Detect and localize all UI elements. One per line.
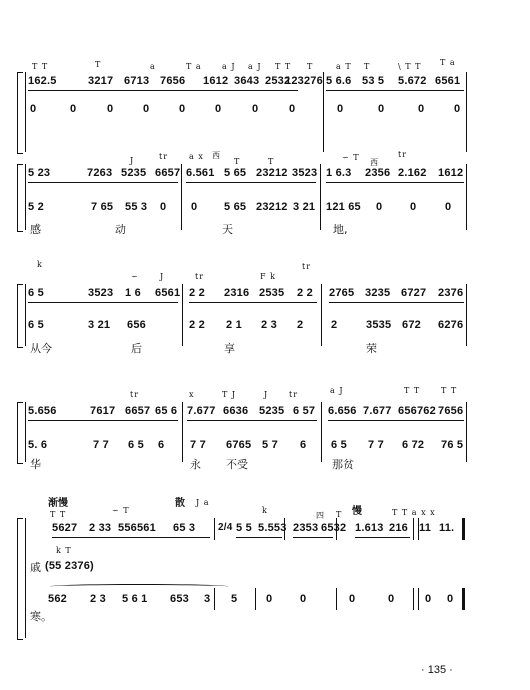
note-group: 6636 — [223, 405, 249, 417]
note-group: 6713 — [124, 75, 150, 87]
note: 55 3 — [125, 201, 148, 213]
ornament-mark: tr — [159, 152, 169, 161]
ornament-mark: T T — [32, 62, 49, 71]
ornament-mark: J — [160, 272, 165, 281]
barline — [323, 72, 324, 152]
note-group: 123276 — [285, 75, 323, 87]
note: 0 — [215, 103, 222, 115]
note: 7 65 — [91, 201, 114, 213]
barline — [321, 284, 322, 346]
barline — [25, 164, 26, 230]
note: 0 — [289, 103, 296, 115]
note-group: 11 — [419, 522, 432, 534]
note: 0 — [160, 201, 167, 213]
note: 76 5 — [441, 439, 464, 451]
note-group: 7263 — [87, 167, 113, 179]
note: 6276 — [438, 319, 464, 331]
note: 7 7 — [190, 439, 206, 451]
note-group: 23212 — [256, 167, 288, 179]
note-group: 11. — [439, 522, 455, 534]
barline — [255, 588, 256, 610]
slur-line — [50, 584, 228, 589]
note: 6765 — [226, 439, 252, 451]
barline — [466, 284, 467, 346]
ornament-mark: T — [364, 62, 371, 71]
note-group: 7656 — [438, 405, 464, 417]
note: 672 — [402, 319, 421, 331]
ornament-mark: 四 — [316, 511, 325, 520]
note: 2 3 — [261, 319, 277, 331]
barline — [413, 588, 419, 610]
final-barline — [462, 588, 465, 610]
note-group: 7.677 — [187, 405, 216, 417]
note-group: 5 5 — [236, 522, 252, 534]
beam-line — [52, 537, 210, 538]
ornament-mark: T — [95, 60, 102, 69]
barline — [320, 164, 321, 230]
lyric: 动 — [115, 223, 126, 236]
note-group: 7.677 — [363, 405, 392, 417]
note: 0 — [252, 103, 259, 115]
note: 6 — [300, 439, 307, 451]
barline — [25, 518, 26, 638]
note: 0 — [349, 593, 356, 605]
note: 0 — [337, 103, 344, 115]
system-bracket — [17, 402, 23, 464]
note-group: 2353 — [293, 522, 319, 534]
note-group: 65 3 — [173, 522, 196, 534]
lyric: 永 — [190, 458, 201, 471]
ornament-mark: T T — [275, 62, 292, 71]
note-group: 7656 — [160, 75, 186, 87]
note: 0 — [410, 201, 417, 213]
barline — [25, 72, 26, 152]
lyric: 享 — [224, 342, 235, 355]
barline — [336, 588, 337, 610]
note-group: 5 23 — [28, 167, 51, 179]
beam-line — [326, 90, 464, 91]
ornament-mark: k — [37, 260, 43, 269]
note-group: 3523 — [88, 287, 114, 299]
lyric: 感 — [30, 223, 41, 236]
note-group: 2.162 — [398, 167, 427, 179]
lyric: 寒。 — [30, 610, 52, 623]
note: 562 — [48, 593, 67, 605]
beam-line — [28, 90, 298, 91]
note-group: 3217 — [88, 75, 114, 87]
barline — [25, 284, 26, 346]
note-group: 3643 — [234, 75, 260, 87]
note: 653 — [170, 593, 189, 605]
note: 2 3 — [90, 593, 106, 605]
beam-line — [186, 182, 316, 183]
barline — [466, 72, 467, 152]
note-group: 2 2 — [297, 287, 313, 299]
note: 6 — [158, 439, 165, 451]
system-bracket — [17, 164, 23, 232]
ornament-mark: tr — [302, 262, 312, 271]
beam-line — [329, 302, 464, 303]
lyric: 华 — [30, 458, 41, 471]
note-group: 5 65 — [224, 167, 247, 179]
note: 121 65 — [326, 201, 361, 213]
ornament-mark: tr — [398, 150, 408, 159]
note-group: 6727 — [401, 287, 427, 299]
note: 2 2 — [189, 319, 205, 331]
ornament-mark: tr — [195, 272, 205, 281]
note-group: 556561 — [118, 522, 156, 534]
note-group: 6.656 — [328, 405, 357, 417]
final-barline — [462, 518, 465, 540]
note: 23212 — [256, 201, 288, 213]
beam-line — [189, 302, 317, 303]
note-group: 2 33 — [89, 522, 112, 534]
note-group: 5.553 — [258, 522, 287, 534]
note: 0 — [425, 593, 432, 605]
ornament-mark: T a — [440, 58, 456, 67]
note: 7 7 — [93, 439, 109, 451]
ornament-mark: J a — [196, 498, 210, 507]
system-bracket — [17, 72, 23, 154]
note-group: 1 6 — [125, 287, 141, 299]
note-group: 6657 — [155, 167, 181, 179]
lyric: 天 — [222, 223, 233, 236]
ornament-mark: 西 — [370, 158, 379, 167]
ornament-mark: \ T T — [398, 62, 422, 71]
beam-line — [326, 182, 464, 183]
note: 3 21 — [88, 319, 111, 331]
beam-line — [187, 420, 317, 421]
note: 5 2 — [28, 201, 44, 213]
barline — [182, 284, 183, 346]
note-group: 2532 — [265, 75, 291, 87]
note: 0 — [179, 103, 186, 115]
note-group: 1 6.3 — [326, 167, 352, 179]
ornament-mark: ∽ — [131, 272, 139, 281]
note-group: 6561 — [435, 75, 461, 87]
note: 2 — [331, 319, 338, 331]
note: 0 — [300, 593, 307, 605]
ornament-mark: T T — [50, 510, 67, 519]
note: 0 — [376, 201, 383, 213]
ornament-mark: a — [150, 62, 156, 71]
ornament-mark: T a — [186, 62, 202, 71]
note: 0 — [388, 593, 395, 605]
ornament-mark: k T — [56, 546, 72, 555]
note: 5 — [231, 593, 238, 605]
lyric: 不受 — [226, 458, 248, 471]
note-group: 6.561 — [186, 167, 215, 179]
note-group: 5.656 — [28, 405, 57, 417]
barline — [321, 402, 322, 462]
note-group: 5627 — [52, 522, 78, 534]
note: 5 65 — [224, 201, 247, 213]
note: 0 — [454, 103, 461, 115]
note-group: 2316 — [224, 287, 250, 299]
note-group: 6561 — [155, 287, 181, 299]
note: 3 — [204, 593, 211, 605]
ornament-mark: T — [307, 62, 314, 71]
note-group: 2 2 — [189, 287, 205, 299]
ornament-mark: k — [262, 506, 268, 515]
beam-line — [293, 537, 333, 538]
note-group: 216 — [389, 522, 408, 534]
note: 0 — [378, 103, 385, 115]
ornament-mark: T T — [404, 386, 421, 395]
note: 0 — [191, 201, 198, 213]
ornament-mark: tr — [289, 390, 299, 399]
note-group: (55 2376) — [45, 560, 94, 572]
ornament-mark: a J — [222, 62, 236, 71]
ornament-mark: a J — [330, 386, 344, 395]
note: 2 1 — [226, 319, 242, 331]
note: 0 — [445, 201, 452, 213]
lyric: 那贫 — [332, 458, 354, 471]
note-group: 162.5 — [28, 75, 57, 87]
note: 0 — [70, 103, 77, 115]
note: 0 — [266, 593, 273, 605]
note-group: 1612 — [203, 75, 229, 87]
note: 2 — [297, 319, 304, 331]
ornament-mark: T — [268, 157, 275, 166]
ornament-mark: ∽ T — [112, 506, 130, 515]
ornament-mark: J — [130, 156, 135, 165]
note-group: 5 6.6 — [326, 75, 352, 87]
ornament-mark: T T — [441, 386, 458, 395]
note-group: 2356 — [365, 167, 391, 179]
ornament-mark: ∽ T — [342, 153, 360, 162]
note: 656 — [127, 319, 146, 331]
tempo-marking: 散 — [175, 498, 185, 509]
note-group: 5235 — [121, 167, 147, 179]
ornament-mark: tr — [130, 390, 140, 399]
note: 3 21 — [293, 201, 316, 213]
barline — [214, 518, 215, 540]
lyric: 荣 — [366, 342, 377, 355]
note: 5. 6 — [28, 439, 48, 451]
beam-line — [28, 420, 178, 421]
system-bracket — [17, 518, 23, 640]
note: 5 6 1 — [122, 593, 148, 605]
note-group: 2376 — [438, 287, 464, 299]
ornament-mark: a J — [248, 62, 262, 71]
ornament-mark: T J — [222, 390, 237, 399]
note-group: 2765 — [329, 287, 355, 299]
lyric: 地, — [333, 223, 348, 236]
note: 0 — [143, 103, 150, 115]
lyric: 从今 — [30, 342, 52, 355]
barline — [182, 402, 183, 462]
beam-line — [328, 420, 464, 421]
note-group: 3523 — [292, 167, 318, 179]
beam-line — [236, 537, 282, 538]
note-group: 2535 — [259, 287, 285, 299]
ornament-mark: 西 — [212, 151, 221, 160]
note-group: 1.613 — [355, 522, 384, 534]
ornament-mark: J — [264, 390, 269, 399]
barline — [466, 402, 467, 462]
note-group: 53 5 — [362, 75, 385, 87]
ornament-mark: T T a x x — [392, 508, 436, 517]
ornament-mark: T — [234, 157, 241, 166]
barline — [214, 588, 215, 610]
note: 0 — [30, 103, 37, 115]
note: 6 72 — [402, 439, 425, 451]
lyric: 戚 — [30, 561, 41, 574]
note: 7 7 — [368, 439, 384, 451]
note: 6 5 — [331, 439, 347, 451]
note: 5 7 — [262, 439, 278, 451]
ornament-mark: a T — [336, 62, 352, 71]
time-signature: 2/4 — [218, 522, 233, 533]
page-number: · 135 · — [421, 664, 453, 676]
note: 6 5 — [128, 439, 144, 451]
beam-line — [28, 182, 178, 183]
note: 0 — [447, 593, 454, 605]
note-group: 5235 — [259, 405, 285, 417]
note-group: 7617 — [90, 405, 116, 417]
system-bracket — [17, 284, 23, 348]
note-group: 5.672 — [398, 75, 427, 87]
note-group: 6532 — [321, 522, 347, 534]
note: 6 5 — [28, 319, 44, 331]
note-group: 65 6 — [155, 405, 178, 417]
note-group: 3235 — [365, 287, 391, 299]
ornament-mark: T — [336, 510, 343, 519]
barline — [25, 402, 26, 462]
barline — [181, 164, 182, 230]
note-group: 1612 — [438, 167, 464, 179]
note: 3535 — [366, 319, 392, 331]
note-group: 6657 — [125, 405, 151, 417]
note-group: 656762 — [398, 405, 436, 417]
beam-line — [355, 537, 410, 538]
note-group: 6 5 — [28, 287, 44, 299]
lyric: 后 — [131, 342, 142, 355]
tempo-marking: 慢 — [352, 506, 362, 517]
ornament-mark: x — [189, 390, 195, 399]
tempo-marking: 渐慢 — [48, 498, 68, 509]
ornament-mark: F k — [260, 272, 276, 281]
beam-line — [28, 302, 178, 303]
ornament-mark: a x — [189, 152, 204, 161]
note: 0 — [418, 103, 425, 115]
barline — [466, 164, 467, 230]
note-group: 6 57 — [293, 405, 316, 417]
note: 0 — [107, 103, 114, 115]
